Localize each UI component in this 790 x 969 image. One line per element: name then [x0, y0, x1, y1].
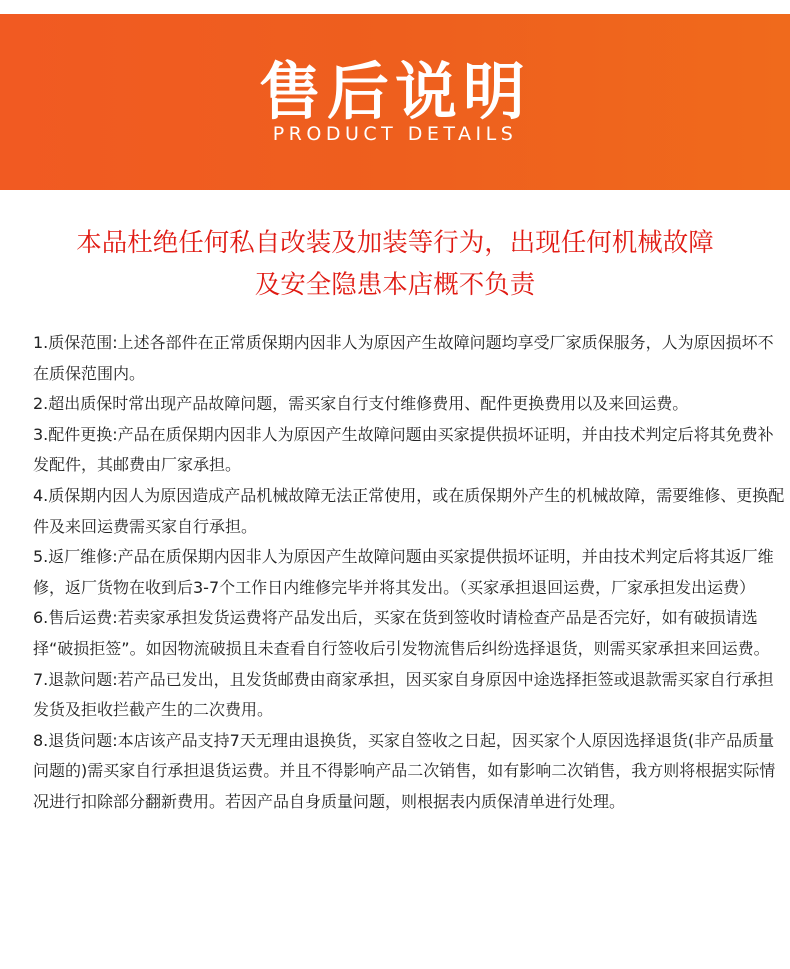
warning-notice: [20, 222, 770, 306]
term-warranty-scope: 1.质保范围:上述各部件在正常质保期内因非人为原因产生故障问题均享受厂家质保服务，人为原因损坏不在质保范围内。: [33, 333, 774, 383]
header-banner: [0, 14, 790, 190]
term-out-of-warranty: 2.超出质保时常出现产品故障问题，需买家自行支付维修费用、配件更换费用以及来回运费。: [33, 394, 689, 414]
warning-line-2: 及安全隐患本店概不负责: [254, 270, 536, 300]
terms-list: [33, 328, 785, 818]
term-parts-replacement: 3.配件更换:产品在质保期内因非人为原因产生故障问题由买家提供损坏证明，并由技术判定后将其免费补发配件，其邮费由厂家承担。: [33, 424, 774, 475]
term-factory-repair: 5.返厂维修:产品在质保期内因非人为原因产生故障问题由买家提供损坏证明，并由技术判定后将其返厂维修，返厂货物在收到后3-7个工作日内维修完毕并将其发出。（买家承担退回运费，厂家承担发出运费）: [33, 547, 774, 597]
term-returns: 8.退货问题:本店该产品支持7天无理由退换货，买家自签收之日起，因买家个人原因选择退货(非产品质量问题的)需买家自行承担退货运费。并且不得影响产品二次销售，如有影响二次销售，我方则将根据实际情况进行扣除部分翻新费用。若因产品自身质量问题，则根据表内质保清单进行处理。: [33, 730, 776, 811]
warning-line-1: 本品杜绝任何私自改装及加装等行为，出现任何机械故障: [76, 228, 714, 258]
term-refund: 7.退款问题:若产品已发出，且发货邮费由商家承担，因买家自身原因中途选择拒签或退款需买家自行承担发货及拒收拦截产生的二次费用。: [33, 669, 774, 720]
term-after-sales-shipping: 6.售后运费:若卖家承担发货运费将产品发出后，买家在货到签收时请检查产品是否完好，如有破损请选择“破损拒签”。如因物流破损且未查看自行签收后引发物流售后纠纷选择退货，则需买家承担来回运费。: [33, 608, 770, 658]
term-human-damage: 4.质保期内因人为原因造成产品机械故障无法正常使用，或在质保期外产生的机械故障，需要维修、更换配件及来回运费需买家自行承担。: [33, 485, 785, 536]
page-title: 售后说明: [258, 55, 531, 128]
page-subtitle: PRODUCT DETAILS: [272, 123, 518, 145]
